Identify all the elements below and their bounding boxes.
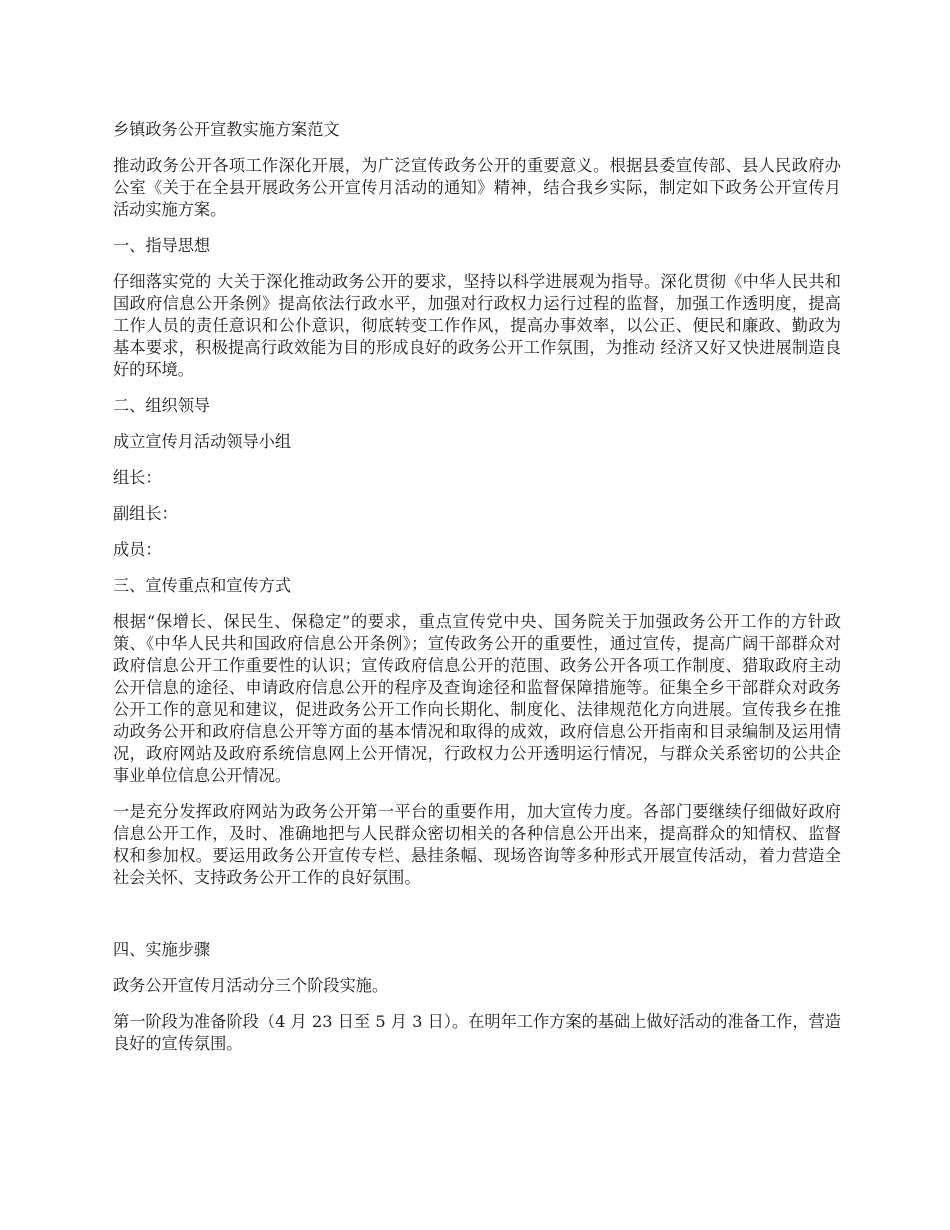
leadership-group-line: 成立宣传月活动领导小组 <box>113 432 292 451</box>
section-heading-organization: 二、组织领导 <box>113 396 211 415</box>
paragraph-spacer <box>113 903 841 939</box>
document-content <box>113 119 841 1069</box>
section-heading-implementation: 四、实施步骤 <box>113 940 211 959</box>
implementation-phase-one: 第一阶段为准备阶段（4 月 23 日至 5 月 3 日）。在明年工作方案的基础上做好活动的准备工作，营造良好的宣传氛围。 <box>113 1012 841 1053</box>
section-body-publicity-focus: 根据“保增长、保民生、保稳定”的要求，重点宣传党中央、国务院关于加强政务公开工作的方针政策、《中华人民共和国政府信息公开条例》；宣传政务公开的重要性，通过宣传，提高广阔干部群众对政府信息公开工作重要性的认识；宣传政府信息公开的范围、政务公开各项工作制度、猎取政府主动公开信息的途径、申请政府信息公开的程序及查询途径和监督保障措施等。征集全乡干部群众对政务公开工作的意见和建议，促进政务公开工作向长期化、制度化、法律规范化方向进展。宣传我乡在推动政务公开和政府信息公开等方面的基本情况和取得的成效，政府信息公开指南和目录编制及运用情况，政府网站及政府系统信息网上公开情况，行政权力公开透明运行情况，与群众关系密切的公共企事业单位信息公开情况。 <box>113 612 841 785</box>
deputy-leader-line: 副组长： <box>113 504 178 523</box>
intro-paragraph: 推动政务公开各项工作深化开展，为广泛宣传政务公开的重要意义。根据县委宣传部、县人民政府办公室《关于在全县开展政务公开宣传月活动的通知》精神，结合我乡实际，制定如下政务公开宣传月活动实施方案。 <box>113 156 841 219</box>
section-heading-guiding-thought: 一、指导思想 <box>113 236 211 255</box>
document-title: 乡镇政务公开宣教实施方案范文 <box>113 120 340 139</box>
section-body-publicity-methods: 一是充分发挥政府网站为政务公开第一平台的重要作用，加大宣传力度。各部门要继续仔细做好政府信息公开工作，及时、准确地把与人民群众密切相关的各种信息公开出来，提高群众的知情权、监督权和参加权。要运用政务公开宣传专栏、悬挂条幅、现场咨询等多种形式开展宣传活动，着力营造全社会关怀、支持政务公开工作的良好氛围。 <box>113 802 841 887</box>
group-leader-line: 组长： <box>113 468 162 487</box>
section-heading-publicity-focus: 三、宣传重点和宣传方式 <box>113 576 292 595</box>
section-body-guiding-thought: 仔细落实党的 大关于深化推动政务公开的要求，坚持以科学进展观为指导。深化贯彻《中华人民共和国政府信息公开条例》提高依法行政水平，加强对行政权力运行过程的监督，加强工作透明度，提高工作人员的责任意识和公仆意识，彻底转变工作作风，提高办事效率，以公正、便民和廉政、勤政为基本要求，积极提高行政效能为目的形成良好的政务公开工作氛围，为推动 经济又好又快进展制造良好的环境。 <box>113 272 841 379</box>
members-line: 成员： <box>113 540 162 559</box>
implementation-phases-line: 政务公开宣传月活动分三个阶段实施。 <box>113 976 389 995</box>
